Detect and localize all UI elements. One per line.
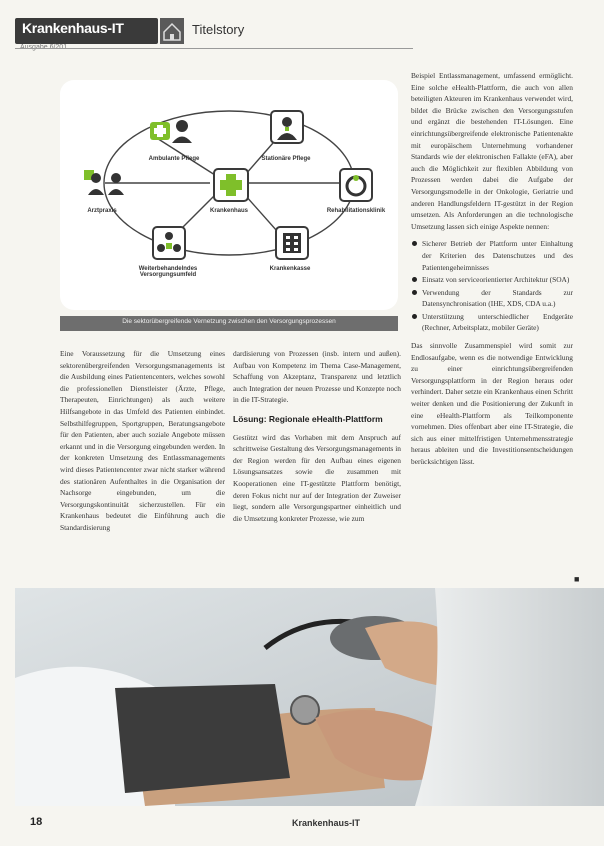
rehabilitation-icon [339, 168, 373, 202]
brand-logo: Krankenhaus-IT [22, 20, 124, 36]
node-ambulante-pflege: Ambulante Pflege [148, 156, 200, 162]
blood-pressure-photo [15, 588, 604, 806]
footer-brand: Krankenhaus-IT [292, 818, 361, 828]
paragraph-col1: Eine Voraussetzung für die Umsetzung eines sektorenübergreifenden Versorgungsmanagements ist die Ausbildung eines Patientencenters, welches sowohl die professionellen Dienstleister (Ärzte, Pflege, Therapeuten, Einrichtungen) als auch weitere Hilfsangebote in das Umfeld des Patienten einbindet. Selbsthilfegruppen, Sportgruppen, Beratungsangebote für den Patienten, aber auch soziale Angebote müssen erkannt und in die Versorgung eingebunden werden. In der konkreten Umsetzung des Entlassmanagements wird dieses Patientencenter zwar nicht starker während des stationären Aufenthaltes in die Organisation der Nachsorge eingebunden, um die Versorgungskontinuität sicherzustellen. Für ein Krankenhaus bedeutet die Einführung auch die Standardisierung [60, 349, 225, 532]
node-krankenkasse: Krankenkasse [269, 266, 311, 272]
arztpraxis-icon [82, 166, 130, 196]
paragraph-col2a: dardisierung von Prozessen (insb. intern und außen). Aufbau von Kompetenz im Thema Case-Management, Schaffung von Akzeptanz, Transparenz und letztlich auch Integration der neuen Prozesse und Konzepte noch in die IT-Strategie. [233, 349, 401, 405]
paragraph-col2b: Gestützt wird das Vorhaben mit dem Anspruch auf schrittweise Gestaltung des Versorgungsmanagements in der Region werden für den Aufbau eines eigenen Lösungsansatzes sowie die zusammen mit Kooperationen eine IT-gestützte Plattform benötigt, deren Fokus nicht nur auf der Integration der Zuweiser liegt, sondern alle Versorgungspartner einheitlich und die Umsetzung konkreter Prozesse, wie zum [233, 432, 401, 523]
text-column-2 [233, 348, 401, 584]
node-krankenhaus: Krankenhaus [209, 208, 248, 214]
house-icon [160, 18, 184, 44]
header-divider [15, 48, 413, 49]
diagram-caption: Die sektorübergreifende Vernetzung zwischen den Versorgungsprozessen [122, 318, 336, 325]
page-number: 18 [30, 816, 43, 828]
section-title: Titelstory [192, 22, 245, 37]
node-weiterbehandelndes-versorgungsumfeld: Weiterbehandelndes Versorgungsumfeld [138, 266, 198, 278]
ambulante-pflege-icon [148, 116, 196, 144]
stationaere-pflege-icon [270, 110, 304, 144]
node-rehabilitationsklinik: Rehabilitationsklinik [326, 208, 386, 214]
bullet-item: Verwendung der Standards zur Datensynchronisation (IHE, XDS, CDA u.a.) [411, 287, 573, 310]
bullet-item: Unterstützung unterschiedlicher Endgeräte (Rechner, Arbeitsplatz, mobiler Geräte) [411, 311, 573, 334]
versorgungsumfeld-icon [152, 226, 186, 260]
paragraph-col3a: Beispiel Entlassmanagement, umfassend ermöglicht. Eine solche eHealth-Plattform, die auch von allen beteiligten Akteuren im Krankenhaus verwendet wird, bildet die Brücke zwischen den Versorgungsstufen und ergänzt die bestehenden IT-Lösungen. Eine einrichtungsübergreifende elektronische Patientenakte mit europäischem Unternehmung vorhandener Standards wie der elektronischen Fallakte (eFA), aber auch die Möglichkeit zur flexiblen Abbildung von Prozessen werden dabei die Aufgabe der Versorgungsmodelle in der Onkologie, Geriatrie und anderen Handlungsfeldern IT-gestützt in der Region umsetzen. Als Anforderungen an die technologische Umsetzung lassen sich einige Aspekte nennen: [411, 71, 573, 231]
bullet-item: Sicherer Betrieb der Plattform unter Einhaltung der Kriterien des Datenschutzes und des Patientengeheimnisses [411, 238, 573, 273]
continue-marker: ■ [574, 574, 580, 584]
krankenhaus-icon [213, 168, 249, 202]
subheading-regionale-plattform: Lösung: Regionale eHealth-Plattform [233, 413, 383, 424]
text-column-3 [411, 70, 573, 582]
bullet-item: Einsatz von serviceorientierter Architektur (SOA) [411, 274, 573, 286]
paragraph-col3b: Das sinnvolle Zusammenspiel wird somit zur Endlosaufgabe, wenn es die notwendige Entwicklung zu einer einrichtungsübergreifenden Versorgungsplattform in der Region heraus oder verhindert. Daher setzte ein Krankenhaus einen Schritt weiter denken und die Positionierung der Zukunft in eine eHealth-Plattform als Teilkomponente vornehmen. Dies offenbart aber eine IT-Strategie, die sich aus einer mittelfristigen Unternehmensstrategie heraus ableiten und die Investitionsentscheidungen berücksichtigen lässt. [411, 341, 573, 466]
text-column-1 [60, 348, 225, 584]
bullet-list [411, 238, 573, 334]
network-diagram [60, 80, 398, 310]
node-arztpraxis: Arztpraxis [87, 208, 117, 214]
node-stationaere-pflege: Stationäre Pflege [261, 156, 311, 162]
krankenkasse-icon [275, 226, 309, 260]
